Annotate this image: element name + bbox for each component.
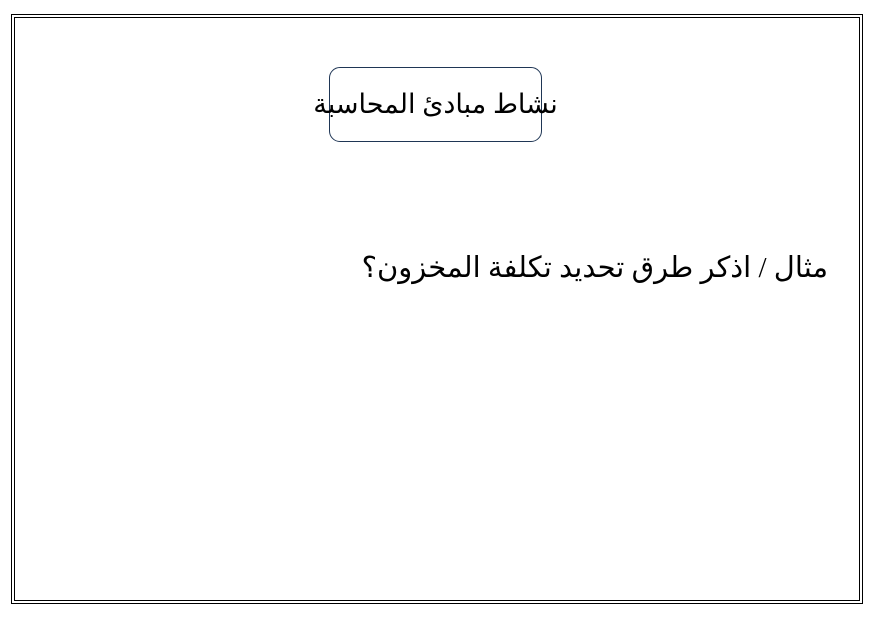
title-box-label: نشاط مبادئ المحاسبة <box>313 88 558 119</box>
question-text: مثال / اذكر طرق تحديد تكلفة المخزون؟ <box>361 252 828 284</box>
title-box <box>313 67 558 142</box>
